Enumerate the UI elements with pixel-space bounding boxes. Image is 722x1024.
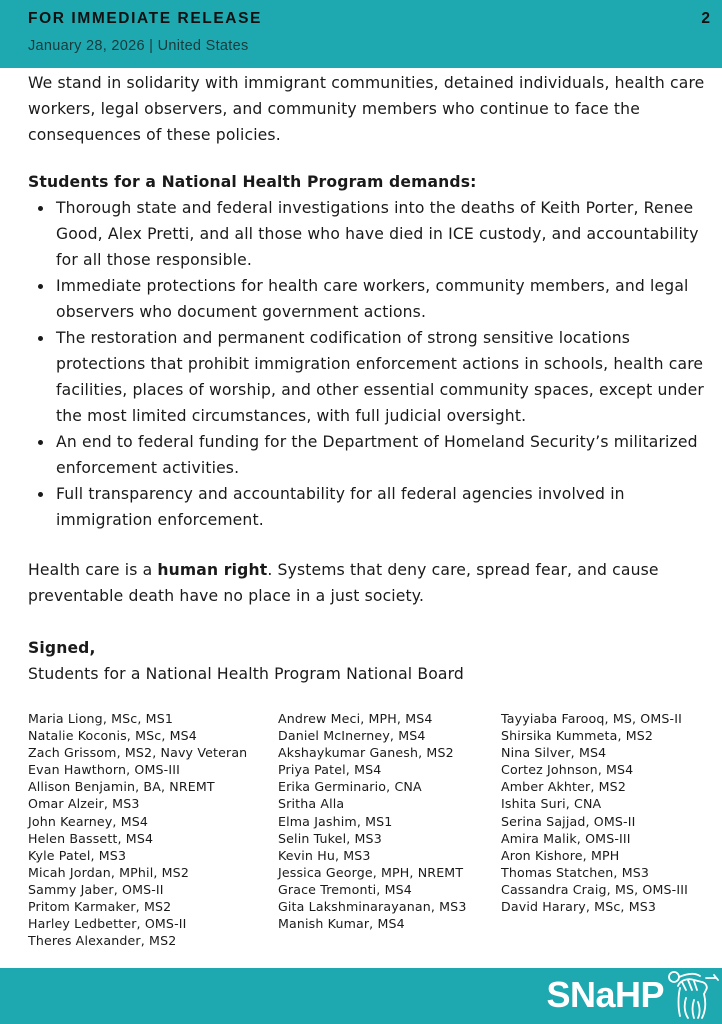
signer: Pritom Karmaker, MS2 xyxy=(28,899,172,915)
signer: Cassandra Craig, MS, OMS-III xyxy=(501,881,688,897)
signer: Natalie Koconis, MSc, MS4 xyxy=(28,728,197,744)
raised-fist-stethoscope-icon xyxy=(664,968,720,1024)
dateline: January 28, 2026 | United States xyxy=(28,38,249,54)
signer: Manish Kumar, MS4 xyxy=(278,916,405,932)
signer: Elma Jashim, MS1 xyxy=(278,813,393,829)
signer: Micah Jordan, MPhil, MS2 xyxy=(28,864,189,880)
signer: Amira Malik, OMS-III xyxy=(501,830,631,846)
signer: Allison Benjamin, BA, NREMT xyxy=(28,779,215,795)
signer: Tayyiaba Farooq, MS, OMS-II xyxy=(501,711,682,726)
demand-item: The restoration and permanent codification of strong sensitive locations protections that prohibit immigration enforcement actions in schools, health care facilities, places of worship, and other essential community spaces, except under the most limited circumstances, with full judicial oversight. xyxy=(56,325,718,429)
signer: Andrew Meci, MPH, MS4 xyxy=(278,711,433,726)
signer: Sritha Alla xyxy=(278,796,345,812)
page-footer xyxy=(0,968,722,1024)
page-number: 2 xyxy=(701,10,710,27)
signer: Daniel McInerney, MS4 xyxy=(278,728,426,744)
signatories-column-1 xyxy=(28,710,247,949)
page-header xyxy=(0,0,722,68)
signer: Kevin Hu, MS3 xyxy=(278,847,371,863)
signer: Omar Alzeir, MS3 xyxy=(28,796,140,812)
signer: Ishita Suri, CNA xyxy=(501,796,602,812)
signer: Jessica George, MPH, NREMT xyxy=(278,864,464,880)
closing-emphasis: human right xyxy=(157,561,268,579)
signer: Grace Tremonti, MS4 xyxy=(278,881,412,897)
signer: Selin Tukel, MS3 xyxy=(278,830,382,846)
signer: Serina Sajjad, OMS-II xyxy=(501,813,636,829)
signatories-column-3 xyxy=(501,710,688,915)
signed-organization: Students for a National Health Program National Board xyxy=(28,665,464,683)
signer: John Kearney, MS4 xyxy=(28,813,149,829)
demand-item: An end to federal funding for the Department of Homeland Security’s militarized enforcement activities. xyxy=(56,429,718,481)
snahp-logo-text: SNaHP xyxy=(546,974,664,1015)
demands-list xyxy=(28,195,718,533)
closing-statement xyxy=(28,557,718,609)
signer: Cortez Johnson, MS4 xyxy=(501,762,634,778)
signer: Amber Akhter, MS2 xyxy=(501,779,626,795)
press-release-body xyxy=(28,70,718,687)
signer: Thomas Statchen, MS3 xyxy=(501,864,650,880)
solidarity-paragraph: We stand in solidarity with immigrant communities, detained individuals, health care workers, legal observers, and community members who continue to face the consequences of these policies. xyxy=(28,74,705,144)
signer: Akshaykumar Ganesh, MS2 xyxy=(278,745,454,761)
signer: Aron Kishore, MPH xyxy=(501,847,620,863)
closing-suffix: . Systems that deny care, spread fear, and cause preventable death have no place in a just society. xyxy=(28,561,659,605)
signer: Shirsika Kummeta, MS2 xyxy=(501,728,654,744)
signer: David Harary, MSc, MS3 xyxy=(501,899,657,915)
signer: Evan Hawthorn, OMS-III xyxy=(28,762,180,778)
signer: Erika Germinario, CNA xyxy=(278,779,422,795)
signer: Kyle Patel, MS3 xyxy=(28,847,127,863)
closing-prefix: Health care is a xyxy=(28,561,158,579)
signer: Nina Silver, MS4 xyxy=(501,745,607,761)
demand-item: Full transparency and accountability for all federal agencies involved in immigration enforcement. xyxy=(56,481,718,533)
demands-heading: Students for a National Health Program demands: xyxy=(28,173,477,191)
demand-item: Immediate protections for health care workers, community members, and legal observers who document government actions. xyxy=(56,273,718,325)
signer: Priya Patel, MS4 xyxy=(278,762,382,778)
signer: Gita Lakshminarayanan, MS3 xyxy=(278,899,467,915)
signer: Harley Ledbetter, OMS-II xyxy=(28,916,187,932)
demand-item: Thorough state and federal investigations into the deaths of Keith Porter, Renee Good, Alex Pretti, and all those who have died in ICE custody, and accountability for all those responsible. xyxy=(56,195,718,273)
signatories-column-2 xyxy=(278,710,466,932)
signer: Theres Alexander, MS2 xyxy=(28,933,177,949)
signer: Sammy Jaber, OMS-II xyxy=(28,881,164,897)
release-title: FOR IMMEDIATE RELEASE xyxy=(28,10,262,27)
signer: Helen Bassett, MS4 xyxy=(28,830,154,846)
signer: Zach Grissom, MS2, Navy Veteran xyxy=(28,745,248,761)
signer: Maria Liong, MSc, MS1 xyxy=(28,711,173,726)
signed-heading: Signed, xyxy=(28,639,96,657)
